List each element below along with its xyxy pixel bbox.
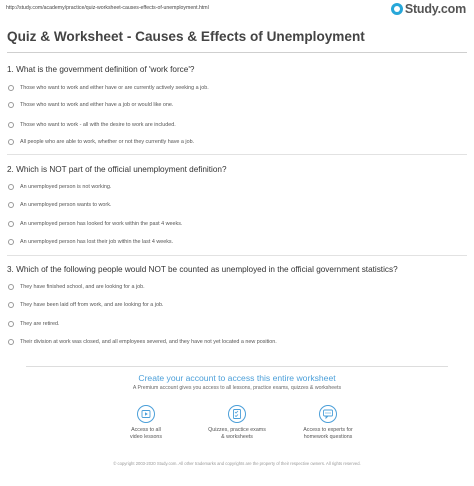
question-3-option-c[interactable] — [8, 320, 60, 328]
video-play-icon — [137, 405, 155, 423]
radio-button[interactable] — [8, 202, 14, 208]
option-label: Those who want to work - all with the desire to work are included. — [20, 122, 176, 128]
study-logo-icon — [391, 3, 403, 15]
feature-label-line1: Quizzes, practice exams — [208, 427, 266, 433]
radio-button[interactable] — [8, 184, 14, 190]
question-3: 3. Which of the following people would NOT be counted as unemployed in the official government statistics? — [7, 265, 398, 274]
question-2-option-d[interactable] — [8, 238, 173, 246]
cta-subtitle: A Premium account gives you access to all lessons, practice exams, quizzes & worksheets — [132, 385, 342, 391]
question-3-option-d[interactable] — [8, 338, 277, 346]
question-2-option-b[interactable] — [8, 201, 111, 209]
option-label: An unemployed person wants to work. — [20, 202, 112, 208]
question-1-option-a[interactable] — [8, 84, 209, 92]
title-divider — [7, 52, 467, 53]
checklist-icon — [228, 405, 246, 423]
radio-button[interactable] — [8, 339, 14, 345]
option-label: An unemployed person is not working. — [20, 184, 112, 190]
feature-video-lessons — [101, 405, 191, 441]
feature-label-line2: video lessons — [129, 434, 163, 440]
feature-experts — [283, 405, 373, 441]
radio-button[interactable] — [8, 102, 14, 108]
question-divider — [7, 255, 467, 256]
radio-button[interactable] — [8, 284, 14, 290]
cta-divider — [26, 366, 448, 367]
radio-button[interactable] — [8, 122, 14, 128]
question-1-option-d[interactable] — [8, 138, 194, 146]
feature-label-line1: Access to experts for — [303, 427, 353, 433]
feature-label-line2: & worksheets — [221, 434, 253, 440]
feature-quizzes — [192, 405, 282, 441]
feature-label-line2: homework questions — [303, 434, 353, 440]
radio-button[interactable] — [8, 221, 14, 227]
page-url: http://study.com/academy/practice/quiz-worksheet-causes-effects-of-unemployment.html — [6, 5, 209, 11]
radio-button[interactable] — [8, 239, 14, 245]
option-label: They are retired. — [20, 321, 60, 327]
option-label: Those who want to work and either have or are currently actively seeking a job. — [20, 85, 209, 91]
option-label: An unemployed person has looked for work within the past 4 weeks. — [20, 221, 183, 227]
page-title: Quiz & Worksheet - Causes & Effects of Unemployment — [7, 29, 365, 44]
cta-title-link[interactable]: Create your account to access this entire worksheet — [138, 373, 336, 383]
option-label: They have finished school, and are looking for a job. — [20, 284, 145, 290]
question-1-option-b[interactable] — [8, 101, 173, 109]
copyright-footer: © copyright 2003-2020 Study.com. All other trademarks and copyrights are the property of their respective owners. All rights reserved. — [113, 461, 361, 466]
question-3-option-a[interactable] — [8, 283, 145, 291]
radio-button[interactable] — [8, 139, 14, 145]
question-divider — [7, 154, 467, 155]
expert-chat-icon — [319, 405, 337, 423]
feature-label-line1: Access to all — [131, 427, 161, 433]
option-label: Those who want to work and either have a job or would like one. — [20, 102, 174, 108]
option-label: An unemployed person has lost their job within the last 4 weeks. — [20, 239, 174, 245]
question-2-option-a[interactable] — [8, 183, 111, 191]
study-logo[interactable] — [391, 2, 466, 16]
study-logo-text: Study.com — [404, 2, 466, 16]
question-2: 2. Which is NOT part of the official unemployment definition? — [7, 165, 227, 174]
radio-button[interactable] — [8, 321, 14, 327]
option-label: All people who are able to work, whether or not they currently have a job. — [20, 139, 195, 145]
question-1: 1. What is the government definition of 'work force'? — [7, 65, 195, 74]
question-1-option-c[interactable] — [8, 121, 176, 129]
option-label: Their division at work was closed, and all employees severed, and they have not yet located a new position. — [20, 339, 277, 345]
radio-button[interactable] — [8, 302, 14, 308]
option-label: They have been laid off from work, and are looking for a job. — [20, 302, 164, 308]
radio-button[interactable] — [8, 85, 14, 91]
question-3-option-b[interactable] — [8, 301, 163, 309]
question-2-option-c[interactable] — [8, 220, 182, 228]
page-header — [0, 0, 474, 20]
